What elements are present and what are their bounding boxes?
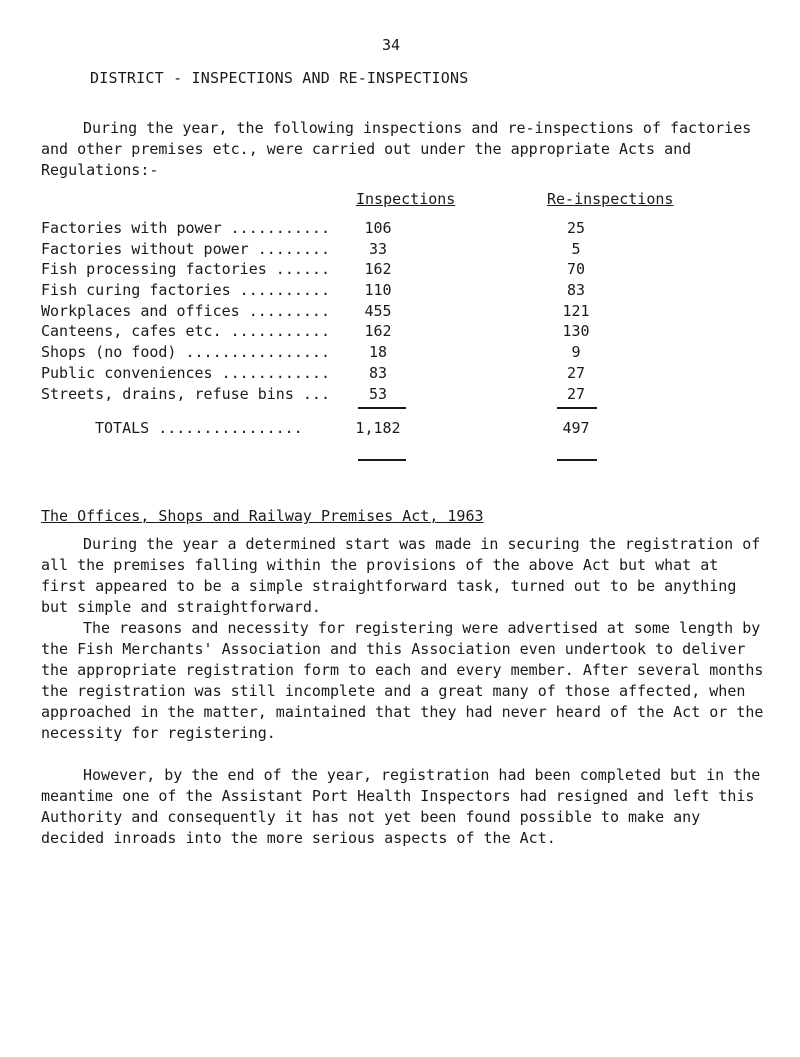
reinspections-value: 121 [562, 301, 590, 320]
section-heading: DISTRICT - INSPECTIONS AND RE-INSPECTIONS [90, 69, 469, 87]
inspections-value: 18 [368, 343, 388, 362]
inspections-value: 162 [364, 260, 392, 279]
row-label: Canteens, cafes etc. ........... [41, 322, 330, 341]
inspections-value: 33 [368, 239, 388, 258]
reinspections-value: 25 [566, 219, 586, 237]
total-inspections: 1,182 [355, 419, 401, 437]
total-reinspections: 497 [562, 419, 590, 437]
body-paragraph: During the year a determined start was made in securing the registration of all the premises falling within the provisions of the above Act but what at first appeared to be a simple straightforward task, turned out to be anything but simple and straightforward. [41, 535, 761, 616]
inspections-value: 162 [364, 322, 392, 341]
reinspections-value: 5 [571, 239, 581, 258]
subtotal-rule [358, 407, 406, 409]
row-label: Workplaces and offices ......... [41, 301, 330, 320]
reinspections-value: 70 [566, 260, 586, 279]
body-paragraph: The reasons and necessity for registering were advertised at some length by the Fish Merchants' Association and this Association even undertook to deliver the appropriate registration form to each and every member. After several months the registration was still incomplete and a great many of those affected, when approached in the matter, maintained that they had never heard of the Act or the necessity for registering. [41, 619, 764, 742]
row-label: Factories without power ........ [41, 239, 330, 258]
table-row [0, 281, 800, 302]
total-rule [557, 459, 597, 461]
table-row [0, 302, 800, 323]
row-label: Public conveniences ............ [41, 363, 330, 382]
reinspections-value: 27 [566, 363, 586, 382]
table-row [0, 240, 800, 261]
inspections-value: 83 [368, 363, 388, 382]
row-label: Factories with power ........... [41, 219, 330, 237]
inspections-value: 110 [364, 281, 392, 300]
inspections-value: 455 [364, 301, 392, 320]
reinspections-value: 130 [562, 322, 590, 341]
table-row [0, 343, 800, 364]
page-number: 34 [382, 36, 401, 54]
totals-label: TOTALS ................ [95, 419, 303, 437]
inspections-table [0, 219, 800, 405]
table-row [0, 219, 800, 240]
table-row [0, 385, 800, 406]
table-row [0, 260, 800, 281]
table-row [0, 364, 800, 385]
body-paragraph: However, by the end of the year, registration had been completed but in the meantime one of the Assistant Port Health Inspectors had resigned and left this Authority and consequently it has not yet been found possible to make any decided inroads into the more serious aspects of the Act. [41, 766, 761, 847]
row-label: Shops (no food) ................ [41, 343, 330, 362]
subtotal-rule [557, 407, 597, 409]
row-label: Streets, drains, refuse bins ... [41, 384, 330, 403]
row-label: Fish curing factories .......... [41, 281, 330, 300]
column-header-inspections: Inspections [356, 190, 456, 208]
total-rule [358, 459, 406, 461]
inspections-value: 106 [364, 219, 392, 237]
row-label: Fish processing factories ...... [41, 260, 330, 279]
reinspections-value: 27 [566, 384, 586, 403]
table-row [0, 322, 800, 343]
column-header-reinspections: Re-inspections [547, 190, 674, 208]
reinspections-value: 9 [571, 343, 581, 362]
intro-paragraph: During the year, the following inspections and re-inspections of factories and other premises etc., were carried out under the appropriate Acts and Regulations:- [41, 119, 752, 179]
act-subheading: The Offices, Shops and Railway Premises Act, 1963 [41, 507, 484, 525]
inspections-value: 53 [368, 384, 388, 403]
reinspections-value: 83 [566, 281, 586, 300]
